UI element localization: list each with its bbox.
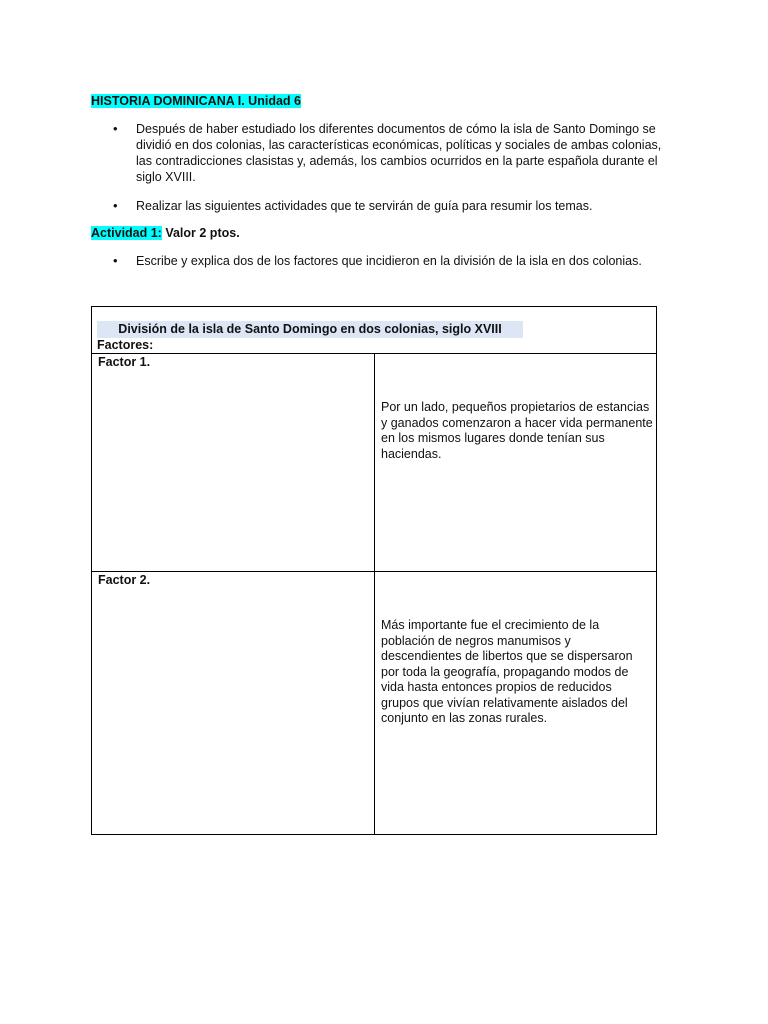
list-item — [113, 253, 673, 269]
list-item-text: Escribe y explica dos de los factores que incidieron en la división de la isla en dos colonias. — [136, 254, 642, 268]
activity-label: Actividad 1: — [91, 226, 162, 240]
factor-2-label-cell[interactable] — [92, 572, 375, 834]
factors-table — [91, 306, 657, 835]
factor-2-text: Más importante fue el crecimiento de la población de negros manumisos y descendientes de libertos que se dispersaron por toda la geografía, propagando modos de vida hasta entonces propios de reducidos grupos que vivían relativamente aislados del conjunto en las zonas rurales. — [381, 618, 633, 725]
table-subtitle: Factores: — [97, 338, 154, 352]
factor-1-label: Factor 1. — [98, 355, 151, 369]
factor-1-text-cell[interactable] — [375, 354, 656, 572]
table-title: División de la isla de Santo Domingo en dos colonias, siglo XVIII — [97, 321, 523, 338]
activity-bullet-list — [113, 253, 673, 269]
bullet-icon: • — [113, 121, 118, 136]
factor-1-label-cell[interactable] — [92, 354, 375, 572]
list-item — [113, 198, 673, 214]
bullet-icon: • — [113, 198, 118, 213]
page-title-text: HISTORIA DOMINICANA I. Unidad 6 — [91, 94, 301, 108]
factor-1-text: Por un lado, pequeños propietarios de estancias y ganados comenzaron a hacer vida permanente en los mismos lugares donde tenían sus haciendas. — [381, 400, 653, 461]
table-header — [92, 307, 656, 354]
list-item — [113, 121, 673, 185]
activity-heading — [91, 225, 240, 241]
intro-bullet-list — [113, 121, 673, 185]
list-item-text: Después de haber estudiado los diferentes documentos de cómo la isla de Santo Domingo se dividió en dos colonias, las características económicas, políticas y sociales de ambas colonias, las contradicciones clasistas y, además, los cambios ocurridos en la parte española durante el siglo XVIII. — [136, 122, 662, 184]
page-title — [91, 93, 301, 109]
bullet-icon: • — [113, 253, 118, 268]
factor-2-text-cell[interactable] — [375, 572, 656, 834]
factor-2-label: Factor 2. — [98, 573, 151, 587]
activity-value: Valor 2 ptos. — [161, 226, 240, 240]
list-item-text: Realizar las siguientes actividades que te servirán de guía para resumir los temas. — [136, 199, 593, 213]
instruction-bullet-list — [113, 198, 673, 214]
